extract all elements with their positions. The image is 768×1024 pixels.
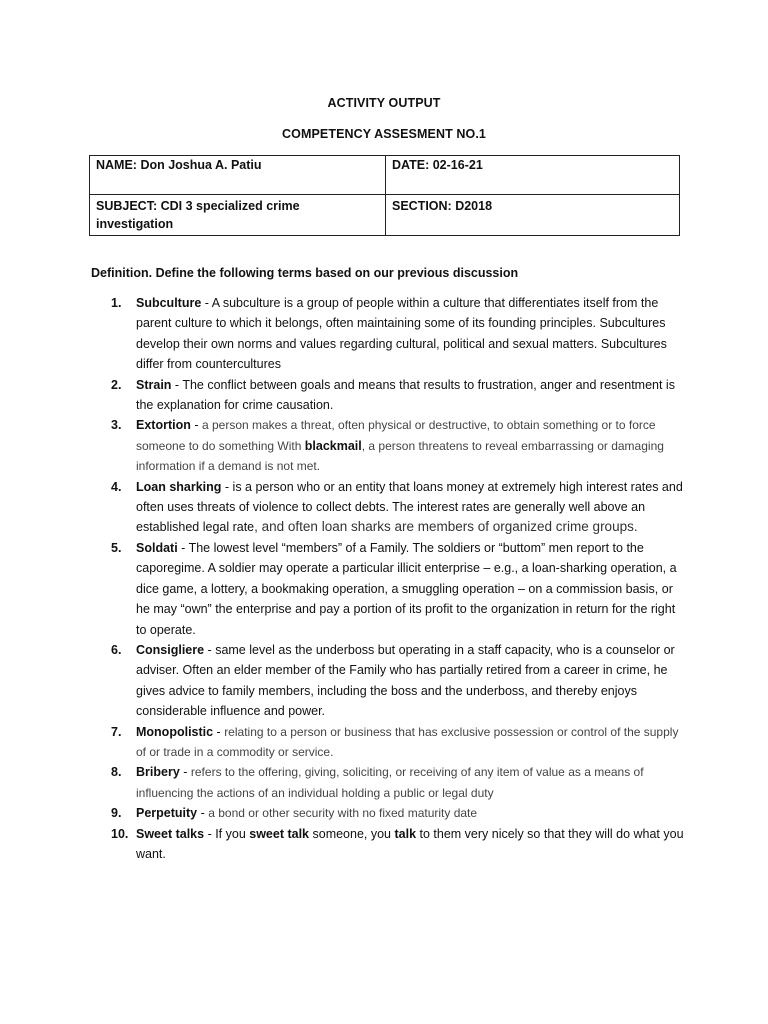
item-number: 8.: [111, 765, 122, 780]
definition-item: [91, 640, 686, 722]
separator: -: [177, 540, 189, 555]
definition-text: relating to a person or business that has exclusive possession or control of the supply of or trade in a commodity or service.: [136, 724, 679, 759]
definition-text: same level as the underboss but operating in a staff capacity, who is a counselor or adviser. Often an elder member of the Family who has partially retired from a career in crime, he gives advice to family members, including the boss and the underboss, and thereby enjoys considerable influence and power.: [136, 642, 675, 719]
term: Bribery: [136, 765, 180, 780]
item-number: 2.: [111, 377, 122, 392]
separator: -: [221, 479, 233, 494]
separator: -: [201, 296, 212, 310]
separator: -: [179, 765, 191, 780]
definition-item: [91, 803, 686, 823]
name-cell: NAME: Don Joshua A. Patiu: [90, 156, 386, 195]
item-number: 10.: [111, 826, 129, 841]
info-table: [89, 155, 680, 236]
definition-text: , and often loan sharks are members of organized crime groups.: [254, 519, 638, 535]
document-title: ACTIVITY OUTPUT: [327, 96, 441, 110]
item-number: 1.: [111, 296, 122, 310]
term: Extortion: [136, 418, 191, 433]
item-number: 7.: [111, 724, 122, 739]
definition-text: The conflict between goals and means that results to frustration, anger and resentment is the explanation for crime causation.: [136, 377, 675, 413]
definition-bold-text: sweet talk: [249, 826, 310, 841]
separator: -: [204, 642, 216, 657]
definition-text: , a person threatens to reveal embarrassing or damaging information if a demand is not met.: [136, 438, 664, 474]
separator: -: [171, 377, 183, 392]
definition-text: a bond or other security with no fixed maturity date: [208, 806, 478, 821]
term: Monopolistic: [136, 724, 214, 739]
term: Strain: [136, 377, 172, 392]
definition-item: [91, 375, 686, 416]
item-number: 4.: [111, 479, 122, 494]
definition-item: [91, 762, 686, 803]
definition-text: a person makes a threat, often physical or destructive, to obtain something or to force someone to do something With: [136, 418, 656, 453]
separator: -: [190, 418, 202, 433]
definitions-list: [91, 293, 686, 864]
term: Loan sharking: [136, 479, 222, 494]
instruction-text: Definition. Define the following terms based on our previous discussion: [91, 266, 519, 280]
definition-item: [91, 477, 686, 538]
item-number: 3.: [111, 418, 122, 433]
definition-text: refers to the offering, giving, soliciting, or receiving of any item of value as a means of influencing the actions of an individual holding a public or legal duty: [136, 765, 644, 800]
definition-item: [91, 538, 686, 640]
term: Sweet talks: [136, 826, 205, 841]
section-cell: SECTION: D2018: [386, 195, 680, 236]
date-cell: DATE: 02-16-21: [386, 156, 680, 195]
term: Consigliere: [136, 642, 205, 657]
definition-item: [91, 415, 686, 476]
definition-text: someone, you: [309, 826, 395, 841]
term: Perpetuity: [136, 806, 198, 821]
definition-text: If you: [215, 826, 250, 841]
separator: -: [213, 724, 225, 739]
definition-bold-text: blackmail: [304, 438, 362, 453]
definition-item: [91, 293, 686, 375]
item-number: 5.: [111, 540, 122, 555]
term: Subculture: [136, 296, 202, 310]
definition-text: A subculture is a group of people within a culture that differentiates itself from the parent culture to which it belongs, often maintaining some of its founding principles. Subcultures develop their own norms and values regarding cultural, political and sexual matters. Subcultures differ from countercultures: [136, 296, 667, 372]
item-number: 9.: [111, 806, 122, 821]
item-number: 6.: [111, 642, 122, 657]
definition-item: [91, 824, 686, 865]
definition-text: The lowest level “members” of a Family. The soldiers or “buttom” men report to the caporegime. A soldier may operate a particular illicit enterprise – e.g., a loan-sharking operation, a dice game, a lottery, a bookmaking operation, a smuggling operation – on a commission basis, or he may “own” the enterprise and pay a portion of its profit to the organization in return for the right to operate.: [136, 540, 677, 637]
separator: -: [197, 806, 209, 821]
definition-bold-text: talk: [394, 826, 417, 841]
separator: -: [204, 826, 216, 841]
definition-text: to them very nicely so that they will do what you want.: [136, 826, 684, 861]
definition-text: is a person who or an entity that loans money at extremely high interest rates and often uses threats of violence to collect debts. The interest rates are generally well above an established legal rate: [136, 479, 683, 535]
document-subtitle: COMPETENCY ASSESMENT NO.1: [282, 127, 486, 141]
subject-cell: SUBJECT: CDI 3 specialized crime investigation: [90, 195, 386, 236]
term: Soldati: [136, 540, 178, 555]
definition-item: [91, 722, 686, 763]
